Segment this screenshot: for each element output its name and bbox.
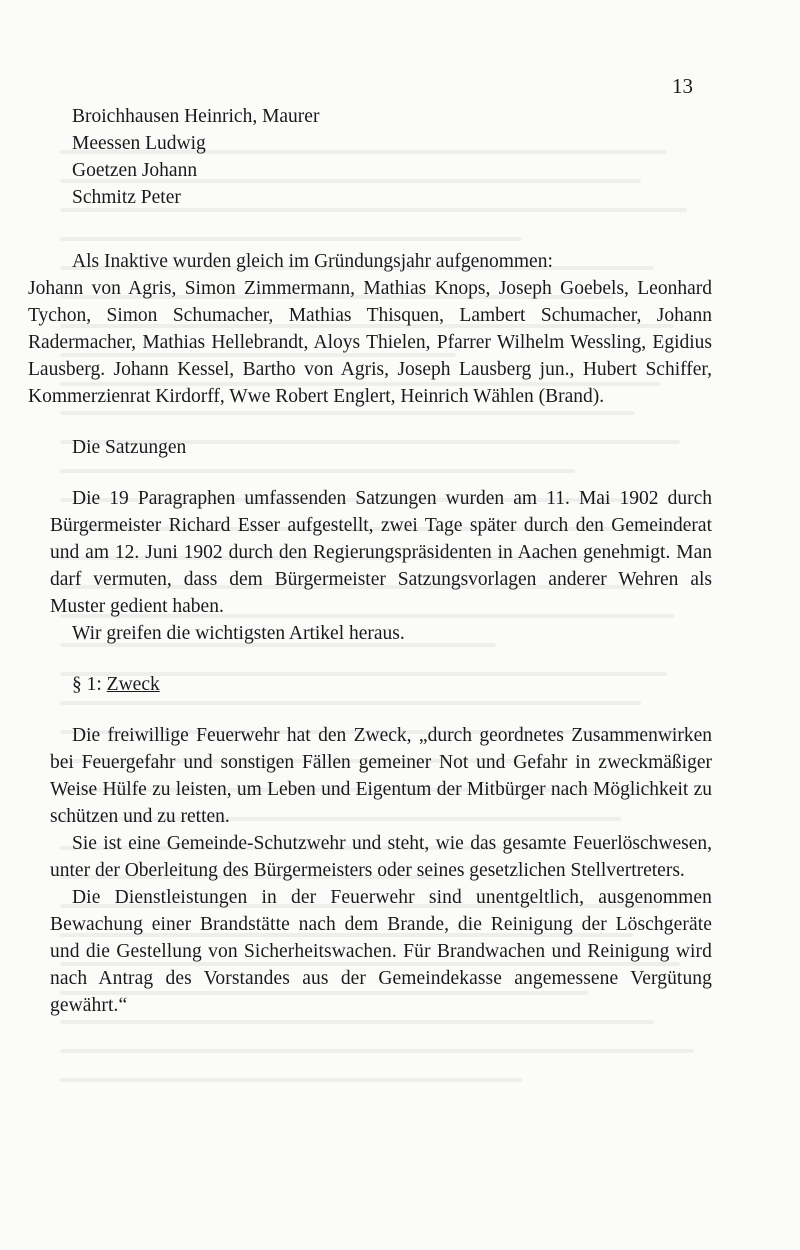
section-1-paragraph: Die Dienstleistungen in der Feuerwehr sind unentgeltlich, ausgenommen Bewachung einer Brandstätte nach dem Brande, die Reinigung der Löschgeräte und die Gestellung von Sicherheitswachen. Für Brandwachen und Reinigung wird nach Antrag des Vorstandes aus der Gemeindekasse angemessene Vergütung gewährt.“ xyxy=(50,887,712,1016)
member-entry: Goetzen Johann xyxy=(72,160,198,181)
section-title: Zweck xyxy=(106,674,160,695)
section-prefix: § 1: xyxy=(72,674,107,695)
section-1-paragraph: Die freiwillige Feuerwehr hat den Zweck, „durch geordnetes Zusammenwirken bei Feuergefahr und sonstigen Fällen gemeiner Not und Gefahr in zweckmäßiger Weise Hülfe zu leisten, um Leben und Eigentum der Mitbürger nach Möglichkeit zu schützen und zu retten. xyxy=(50,725,712,827)
section-heading-paragraph-1 xyxy=(50,671,712,698)
document-body xyxy=(28,103,712,1019)
member-entry: Schmitz Peter xyxy=(72,187,181,208)
member-entry: Meessen Ludwig xyxy=(72,133,206,154)
active-members-list xyxy=(72,103,712,211)
section-1-paragraph: Sie ist eine Gemeinde-Schutzwehr und steht, wie das gesamte Feuerlöschwesen, unter der Oberleitung des Bürgermeisters oder seines gesetzlichen Stellvertreters. xyxy=(50,833,712,881)
page-number: 13 xyxy=(672,74,693,98)
statutes-paragraph: Die 19 Paragraphen umfassenden Satzungen wurden am 11. Mai 1902 durch Bürgermeister Richard Esser aufgestellt, zwei Tage später durch den Gemeinderat und am 12. Juni 1902 durch den Regierungspräsidenten in Aachen genehmigt. Man darf vermuten, dass dem Bürgermeister Satzungsvorlagen anderer Wehren als Muster gedient haben. xyxy=(50,488,712,617)
inactive-members-intro: Als Inaktive wurden gleich im Gründungsjahr aufgenommen: xyxy=(72,251,553,272)
inactive-members-list: Johann von Agris, Simon Zimmermann, Mathias Knops, Joseph Goebels, Leonhard Tychon, Simon Schumacher, Mathias Thisquen, Lambert Schumacher, Johann Radermacher, Mathias Hellebrandt, Aloys Thielen, Pfarrer Wilhelm Wessling, Egidius Lausberg. Johann Kessel, Bartho von Agris, Joseph Lausberg jun., Hubert Schiffer, Kommerzienrat Kirdorff, Wwe Robert Englert, Heinrich Wählen (Brand). xyxy=(28,278,712,407)
statutes-paragraph: Wir greifen die wichtigsten Artikel heraus. xyxy=(72,623,405,644)
section-heading-satzungen: Die Satzungen xyxy=(72,437,187,458)
member-entry: Broichhausen Heinrich, Maurer xyxy=(72,106,320,127)
